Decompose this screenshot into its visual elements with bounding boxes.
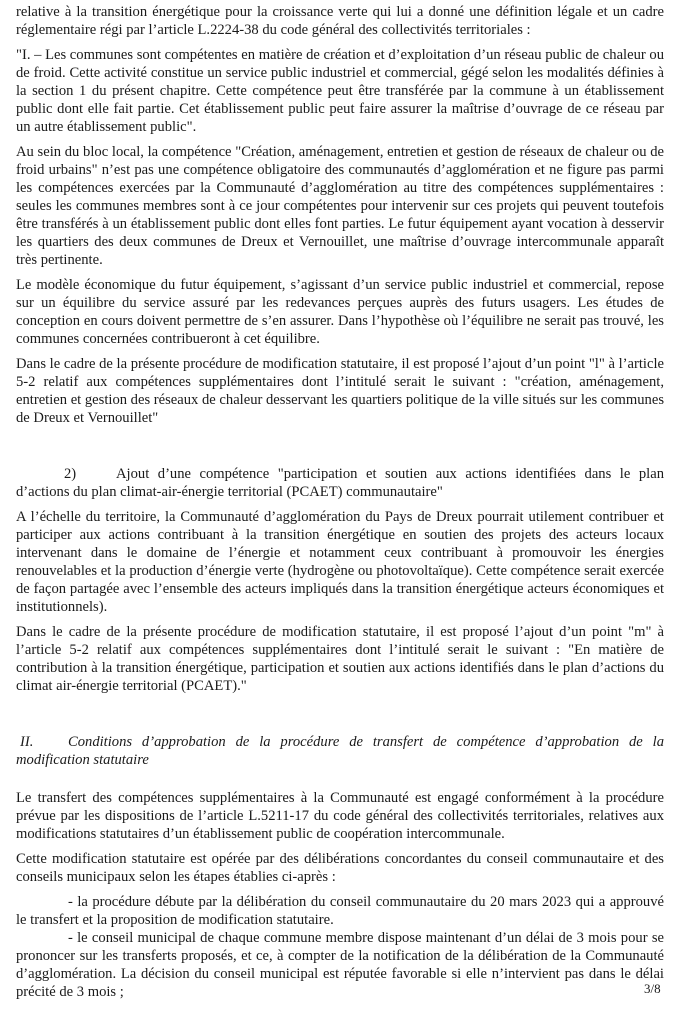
procedure-steps-list xyxy=(16,893,664,1001)
section-number: II. xyxy=(20,734,34,750)
paragraph-point-l: Dans le cadre de la présente procédure de modification statutaire, il est proposé l’ajout d’un point "l" à l’article 5-2 relatif aux compétences supplémentaires dont l’intitulé serait le suivant : "création, aménagement, entretien et gestion des réseaux de chaleur desservant les quartiers politique de la ville situés sur les communes de Dreux et Vernouillet" xyxy=(16,356,665,426)
subsection-heading-2 xyxy=(16,465,664,501)
paragraph-economic-model: Le modèle économique du futur équipement, s’agissant d’un service public industriel et commercial, repose sur un équilibre du service assuré par les redevances perçues auprès des futurs usagers. Les études de conception en cours doivent permettre de s’en assurer. Dans l’hypothèse où l’équilibre ne serait pas trouvé, les communes concernées contribueront à cet équilibre. xyxy=(16,277,664,347)
list-item: - la procédure débute par la délibération du conseil communautaire du 20 mars 2023 qui a approuvé le transfert et la proposition de modification statutaire. xyxy=(16,894,664,928)
section-heading-II xyxy=(16,733,664,769)
section-title: Conditions d’approbation de la procédure de transfert de compétence d’approbation de la modification statutaire xyxy=(16,734,664,768)
paragraph-legal-quote: "I. – Les communes sont compétentes en matière de création et d’exploitation d’un réseau public de chaleur ou de froid. Cette activité constitue un service public industriel et commercial, gégé selon les modalités définies à la section 1 du présent chapitre. Cette compétence peut être transférée par la commune à un établissement public dont elle fait partie. Cet établissement public peut faire assurer la maîtrise d’ouvrage de ce réseau par un autre établissement public". xyxy=(16,47,664,135)
subsection-title: Ajout d’une compétence "participation et soutien aux actions identifiées dans le plan d’actions du plan climat-air-énergie territorial (PCAET) communautaire" xyxy=(16,466,664,500)
paragraph-statutory-modification: Cette modification statutaire est opérée par des délibérations concordantes du conseil communautaire et des conseils municipaux selon les étapes établies ci-après : xyxy=(16,851,664,885)
subsection-number: 2) xyxy=(64,466,77,482)
paragraph-transfer-procedure: Le transfert des compétences supplémentaires à la Communauté est engagé conformément à la procédure prévue par les dispositions de l’article L.5211-17 du code général des collectivités territoriales, relatives aux modifications statutaires d’un établissement public de coopération intercommunale. xyxy=(16,790,664,842)
page-number: 3/8 xyxy=(644,981,661,996)
paragraph-local-block: Au sein du bloc local, la compétence "Création, aménagement, entretien et gestion de réseaux de chaleur ou de froid urbains" n’est pas une compétence obligatoire des communautés d’agglomération et ne figure pas parmi les compétences exercées par la Communauté d’agglomération au titre des compétences supplémentaires : seules les communes membres sont à ce jour compétentes pour intervenir sur ces projets qui peuvent toutefois être transférés à un établissement public dont elles font parties. Le futur équipement ayant vocation à desservir les quartiers des deux communes de Dreux et Vernouillet, une maîtrise d’ouvrage intercommunale apparaît très pertinente. xyxy=(16,144,664,268)
paragraph-legal-context: relative à la transition énergétique pour la croissance verte qui lui a donné une définition légale et un cadre réglementaire régi par l’article L.2224-38 du code général des collectivités territoriales : xyxy=(16,4,664,38)
document-page xyxy=(16,3,664,1001)
paragraph-territory-scale: A l’échelle du territoire, la Communauté d’agglomération du Pays de Dreux pourrait utilement contribuer et participer aux actions contribuant à la transition énergétique en soutien des projets des acteurs locaux intervenant dans le domaine de l’énergie et notamment ceux contribuant à promouvoir les énergies renouvelables et la production d’énergie verte (hydrogène ou photovoltaïque). Cette compétence serait exercée de façon partagée avec l’ensemble des acteurs impliqués dans la transition énergétique acteurs économiques et institutionnels). xyxy=(16,509,664,615)
paragraph-point-m: Dans le cadre de la présente procédure de modification statutaire, il est proposé l’ajout d’un point "m" à l’article 5-2 relatif aux compétences supplémentaires dont l’intitulé serait le suivant : "En matière de contribution à la transition énergétique, participation et soutien aux actions identifiés dans le plan d’actions du climat air-énergie territorial (PCAET)." xyxy=(16,624,664,694)
list-item: - le conseil municipal de chaque commune membre dispose maintenant d’un délai de 3 mois pour se prononcer sur les transferts proposés, et ce, à compter de la notification de la délibération de la Communauté d’agglomération. La décision du conseil municipal est réputée favorable si elle n’intervient pas dans le délai précité de 3 mois ; xyxy=(16,930,664,1000)
